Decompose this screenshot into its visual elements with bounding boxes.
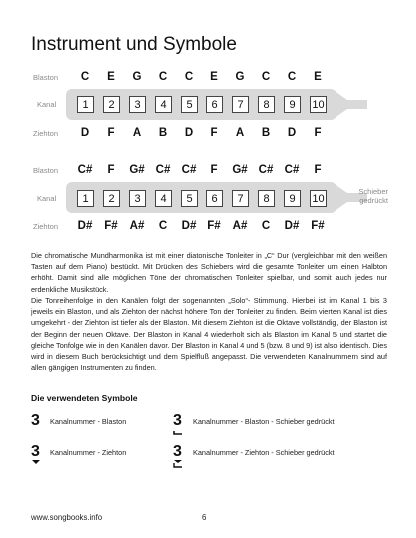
slide-channel-5: 5 (181, 190, 198, 207)
slide-draw-note-9: D# (284, 220, 300, 232)
draw-symbol-label: Kanalnummer - Ziehton (50, 448, 127, 457)
diatonic-blow-note-8: C (261, 71, 271, 83)
slide-blow-note-8: C# (258, 164, 274, 176)
diatonic-blow-note-1: C (80, 71, 90, 83)
diatonic-channel-1: 1 (77, 96, 94, 113)
slide-blow-note-1: C# (77, 164, 93, 176)
slide-draw-note-4: C (158, 220, 168, 232)
diatonic-draw-note-10: F (314, 127, 322, 139)
diatonic-draw-note-6: F (210, 127, 218, 139)
draw-slide-symbol: 3 (173, 444, 182, 460)
diatonic-channel-4: 4 (155, 96, 172, 113)
slide-channel-4: 4 (155, 190, 172, 207)
page-title: Instrument und Symbole (31, 34, 237, 55)
slide-draw-note-8: C (261, 220, 271, 232)
draw-slide-arrow-icon (173, 460, 183, 468)
diatonic-draw-note-8: B (261, 127, 271, 139)
slide-channel-8: 8 (258, 190, 275, 207)
channel-row-label-2: Kanal (37, 194, 57, 203)
diatonic-blow-note-7: G (235, 71, 245, 83)
slide-draw-note-3: A# (129, 220, 145, 232)
diatonic-draw-note-7: A (235, 127, 245, 139)
slide-blow-note-2: F (107, 164, 115, 176)
slide-blow-note-4: C# (155, 164, 171, 176)
diatonic-channel-5: 5 (181, 96, 198, 113)
harmonica-mouthpiece-icon (333, 89, 369, 120)
diatonic-blow-note-6: E (210, 71, 218, 83)
slide-bracket-icon (173, 430, 183, 435)
slide-channel-1: 1 (77, 190, 94, 207)
footer-url: www.songbooks.info (31, 513, 103, 522)
slide-blow-note-3: G# (129, 164, 145, 176)
page-number: 6 (202, 513, 207, 522)
slide-draw-note-2: F# (104, 220, 118, 232)
tuning-paragraph: Die Tonreihenfolge in den Kanälen folgt der sogenannten „Solo“- Stimmung. Hierbei ist im Kanal 1 bis 3 jeweils ein Blaston, und als Ziehton der nächst höhere Ton der Tonleiter zu finden. Beim vierten Kanal ist dies umgekehrt - der Ziehton ist tiefer als der Blaston. Mit diesem Ziehton ist die Oktave vollständig, der Blaston ist der Beginn der neuen Oktave. Der Blaston in Kanal 4 wiederholt sich als Blaston im Kanal 5 und startet die gleiche Tonfolge wie in den Kanälen davor. Der Blaston in Kanal 4 und 5 (bzw. 8 und 9) ist also identisch. Dies wird in diesem Buch berücksichtigt und dem Spielfluß angepasst. Die verwendeten Kanalnummern sind auf allen gängigen Instrumenten zu finden. (31, 296, 387, 373)
diatonic-draw-note-1: D (80, 127, 90, 139)
diatonic-blow-note-4: C (158, 71, 168, 83)
blow-slide-symbol-label: Kanalnummer - Blaston - Schieber gedrückt (193, 417, 335, 426)
draw-arrow-icon (31, 460, 41, 465)
draw-row-label-2: Ziehton (33, 222, 59, 231)
slide-draw-note-1: D# (77, 220, 93, 232)
diatonic-channel-9: 9 (284, 96, 301, 113)
diatonic-blow-note-10: E (314, 71, 322, 83)
slide-blow-note-10: F (314, 164, 322, 176)
slide-channel-7: 7 (232, 190, 249, 207)
diatonic-blow-note-9: C (287, 71, 297, 83)
diatonic-draw-note-3: A (132, 127, 142, 139)
diatonic-channel-10: 10 (310, 96, 327, 113)
blow-slide-symbol: 3 (173, 413, 182, 429)
slide-channel-2: 2 (103, 190, 120, 207)
blow-symbol: 3 (31, 412, 40, 429)
slide-channel-10: 10 (310, 190, 327, 207)
diatonic-blow-note-3: G (132, 71, 142, 83)
diatonic-blow-note-5: C (184, 71, 194, 83)
diatonic-channel-2: 2 (103, 96, 120, 113)
slide-blow-note-5: C# (181, 164, 197, 176)
diatonic-channel-7: 7 (232, 96, 249, 113)
draw-row-label: Ziehton (33, 129, 59, 138)
blow-row-label-2: Blaston (33, 166, 59, 175)
slide-draw-note-7: A# (232, 220, 248, 232)
slide-draw-note-10: F# (311, 220, 325, 232)
diatonic-draw-note-2: F (107, 127, 115, 139)
slide-draw-note-6: F# (207, 220, 221, 232)
blow-row-label: Blaston (33, 73, 59, 82)
diatonic-draw-note-5: D (184, 127, 194, 139)
blow-symbol-label: Kanalnummer - Blaston (50, 417, 127, 426)
diatonic-draw-note-4: B (158, 127, 168, 139)
channel-row-label: Kanal (37, 100, 57, 109)
diatonic-blow-note-2: E (107, 71, 115, 83)
slide-pressed-note: Schieber gedrückt (358, 187, 388, 205)
intro-paragraph: Die chromatische Mundharmonika ist mit einer diatonische Tonleiter in „C“ Dur (vergleichbar mit den weißen Tasten auf dem Piano) bestückt. Mit Drücken des Schiebers wird die gesamte Tonleiter um einen Halbton erhöht. Damit sind alle möglichen Töne der chromatischen Tonleiter spielbar, und somit auch jedes nur erdenkliche Musikstück. (31, 251, 387, 294)
slide-draw-note-5: D# (181, 220, 197, 232)
slide-blow-note-7: G# (232, 164, 248, 176)
slide-channel-3: 3 (129, 190, 146, 207)
diatonic-channel-8: 8 (258, 96, 275, 113)
draw-slide-symbol-label: Kanalnummer - Ziehton - Schieber gedrückt (193, 448, 335, 457)
diatonic-channel-6: 6 (206, 96, 223, 113)
diatonic-channel-3: 3 (129, 96, 146, 113)
slide-blow-note-9: C# (284, 164, 300, 176)
slide-blow-note-6: F (210, 164, 218, 176)
slide-channel-6: 6 (206, 190, 223, 207)
slide-channel-9: 9 (284, 190, 301, 207)
diatonic-draw-note-9: D (287, 127, 297, 139)
symbols-heading: Die verwendeten Symbole (31, 393, 138, 403)
draw-symbol: 3 (31, 444, 40, 460)
